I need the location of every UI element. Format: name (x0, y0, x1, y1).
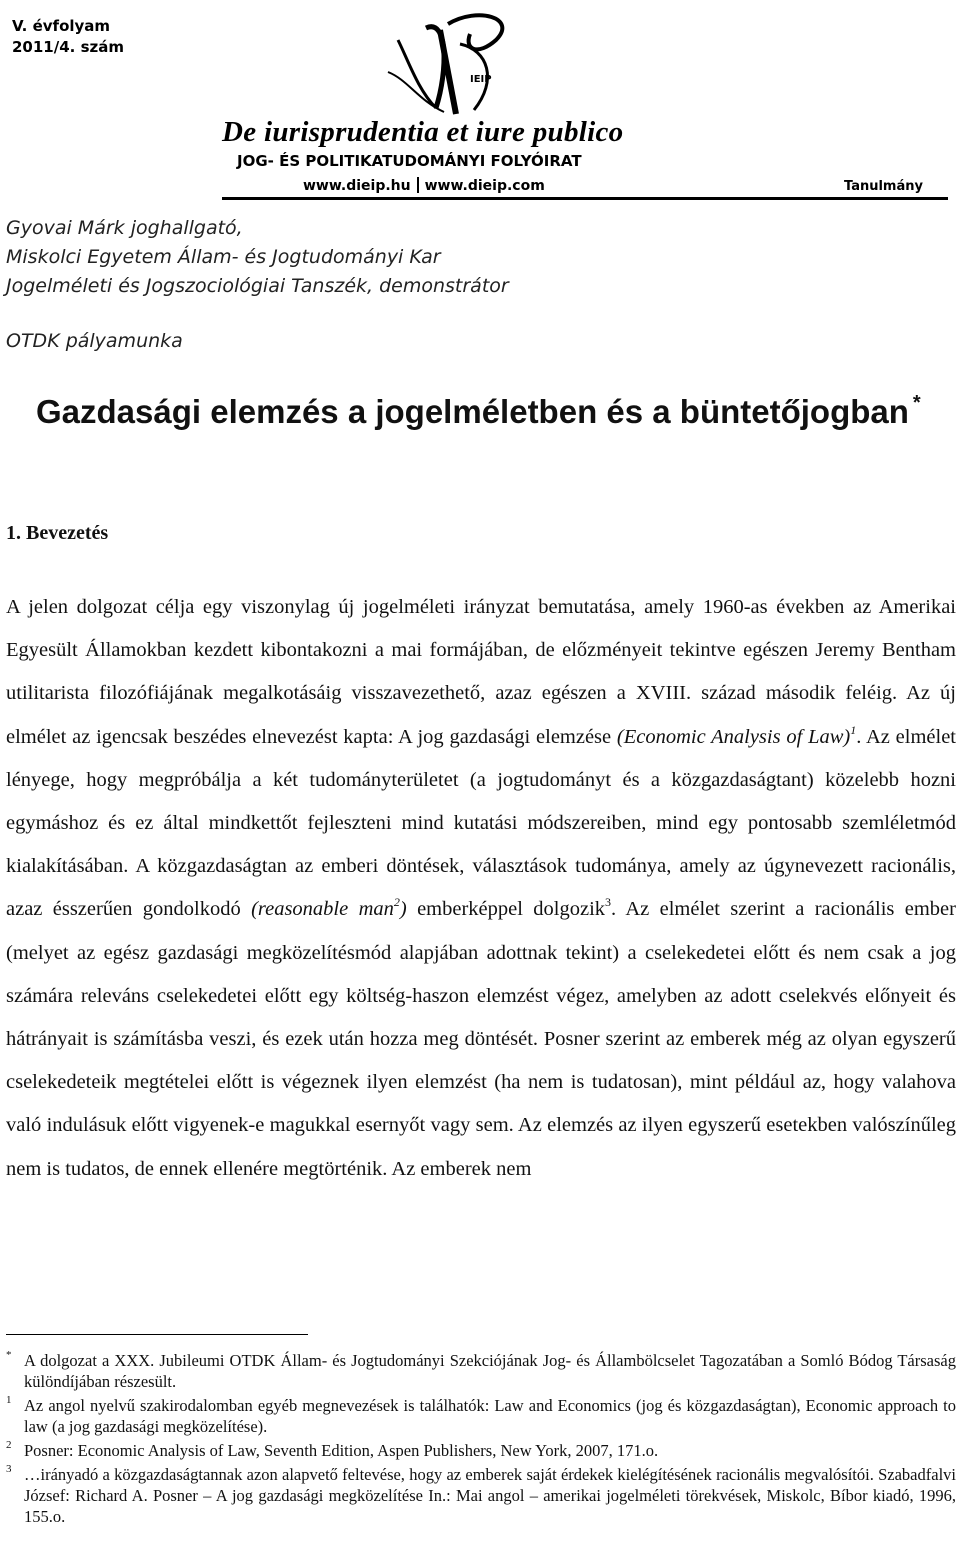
body-italic-text: ) (399, 898, 407, 921)
footnote-mark: 2 (6, 1439, 12, 1451)
body-italic-term (616, 722, 857, 748)
footnotes (6, 1350, 956, 1530)
page-title-text: Gazdasági elemzés a jogelméletben és a büntetőjogban (36, 393, 909, 430)
footnote-text: Az angol nyelvű szakirodalomban egyéb megnevezések is találhatók: Law and Economics (jog és közgazdaságtan), Economic approach to law (a jog gazdasági megközelítése). (24, 1396, 956, 1436)
document-type-label: Tanulmány (844, 179, 923, 194)
footnote-item (6, 1395, 956, 1437)
header-divider (222, 197, 948, 200)
footnote-text: Posner: Economic Analysis of Law, Seventh Edition, Aspen Publishers, New York, 2007, 171.o. (24, 1441, 659, 1460)
footnote-mark: 1 (6, 1394, 12, 1406)
footnote-text: A dolgozat a XXX. Jubileumi OTDK Állam- és Jogtudományi Szekciójának Jog- és Állambölcselet Tagozatában a Somló Bódog Társaság különdíjában részesült. (24, 1351, 956, 1391)
footnote-divider (6, 1334, 308, 1335)
footnote-ref-2[interactable]: 2 (393, 895, 400, 910)
footnote-text: …irányadó a közgazdaságtannak azon alapvető feltevése, hogy az emberek saját érdekek kielégítésének racionális megvalósítói. Szabadfalvi József: Richard A. Posner – A jog gazdasági megközelítése In.: Mai angol – amerikai jogelméleti törekvések, Miskolc, Bíbor kiadó, 1996, 155.o. (24, 1465, 956, 1526)
section-heading: 1. Bevezetés (6, 522, 109, 544)
issue-info (12, 16, 124, 58)
website-link-hu[interactable]: www.dieip.hu (303, 178, 411, 194)
footnote-item (6, 1440, 956, 1461)
body-italic-term (251, 895, 407, 921)
author-name-line: Gyovai Márk joghallgató, (6, 217, 243, 239)
footnote-ref-1[interactable]: 1 (850, 722, 857, 737)
body-paragraph (6, 586, 956, 1191)
journal-websites (303, 177, 545, 194)
body-text-segment: emberképpel dolgozik (406, 898, 606, 921)
issue-label: 2011/4. szám (12, 38, 124, 56)
logo-text: IEIP (470, 74, 492, 85)
footnote-item (6, 1464, 956, 1527)
volume-label: V. évfolyam (12, 17, 111, 35)
footnote-ref-3[interactable]: 3 (605, 895, 612, 910)
footnote-mark: 3 (6, 1463, 12, 1475)
body-italic-text: (Economic Analysis of Law) (616, 725, 851, 748)
website-separator (417, 177, 419, 193)
paper-category: OTDK pályamunka (6, 330, 183, 352)
journal-title: De iurisprudentia et iure publico (222, 116, 624, 148)
author-affiliation-line: Miskolci Egyetem Állam- és Jogtudományi Kar (6, 246, 441, 268)
title-footnote-mark[interactable]: * (912, 392, 921, 414)
body-text-segment: . Az elmélet szerint a racionális ember (melyet az egész gazdasági megközelítésmód alapjában adottnak tekint) a cselekedetei előtt és nem csak a jog számára releváns cselekedetei előtt egy költség-haszon elemzést végez, amelyben az adott cselekvés előnyeit és hátrányait is számításba veszi, és ezek után hozza meg döntését. Posner szerint az emberek még az olyan egyszerű cselekedeteik megtételei előtt is végeznek ilyen elemzést (ha nem is tudatosan), mint például az, hogy valahova való indulásuk előtt vigyenek-e magukkal esernyőt vagy sem. Az elemzés az ilyen egyszerű esetekben valószínűleg nem is tudatos, de ennek ellenére megtörténik. Az emberek nem (6, 898, 956, 1180)
journal-logo-icon (378, 10, 538, 122)
footnote-mark: * (6, 1349, 12, 1361)
body-italic-text: (reasonable man (251, 898, 394, 921)
author-department-line: Jogelméleti és Jogszociológiai Tanszék, demonstrátor (6, 275, 509, 297)
author-block (6, 214, 509, 301)
page-title (36, 392, 921, 431)
body-text-segment: . Az elmélet lényege, hogy megpróbálja a két tudományterületet (a jogtudományt és a közgazdaságtant) közelebb hozni egymáshoz és ez által mindkettőt fejleszteni mind kutatási módszereiben, mind egy pontosabb szemléletmód kialakításában. A közgazdaságtan az emberi döntések, választások tudománya, amely az úgynevezett racionális, azaz ésszerűen gondolkodó (6, 725, 956, 921)
journal-subtitle: JOG- ÉS POLITIKATUDOMÁNYI FOLYÓIRAT (237, 152, 582, 170)
website-link-com[interactable]: www.dieip.com (424, 178, 545, 194)
body-text-segment: A jelen dolgozat célja egy viszonylag új jogelméleti irányzat bemutatása, amely 1960-as években az Amerikai Egyesült Államokban kezdett kibontakozni a mai formájában, de előzményeit tekintve egészen Jeremy Bentham utilitarista filozófiájának megalkotásáig visszavezethető, azaz egészen a XVIII. század második feléig. Az új elmélet az igencsak beszédes elnevezést kapta: A jog gazdasági elemzése (6, 596, 956, 748)
footnote-item (6, 1350, 956, 1392)
